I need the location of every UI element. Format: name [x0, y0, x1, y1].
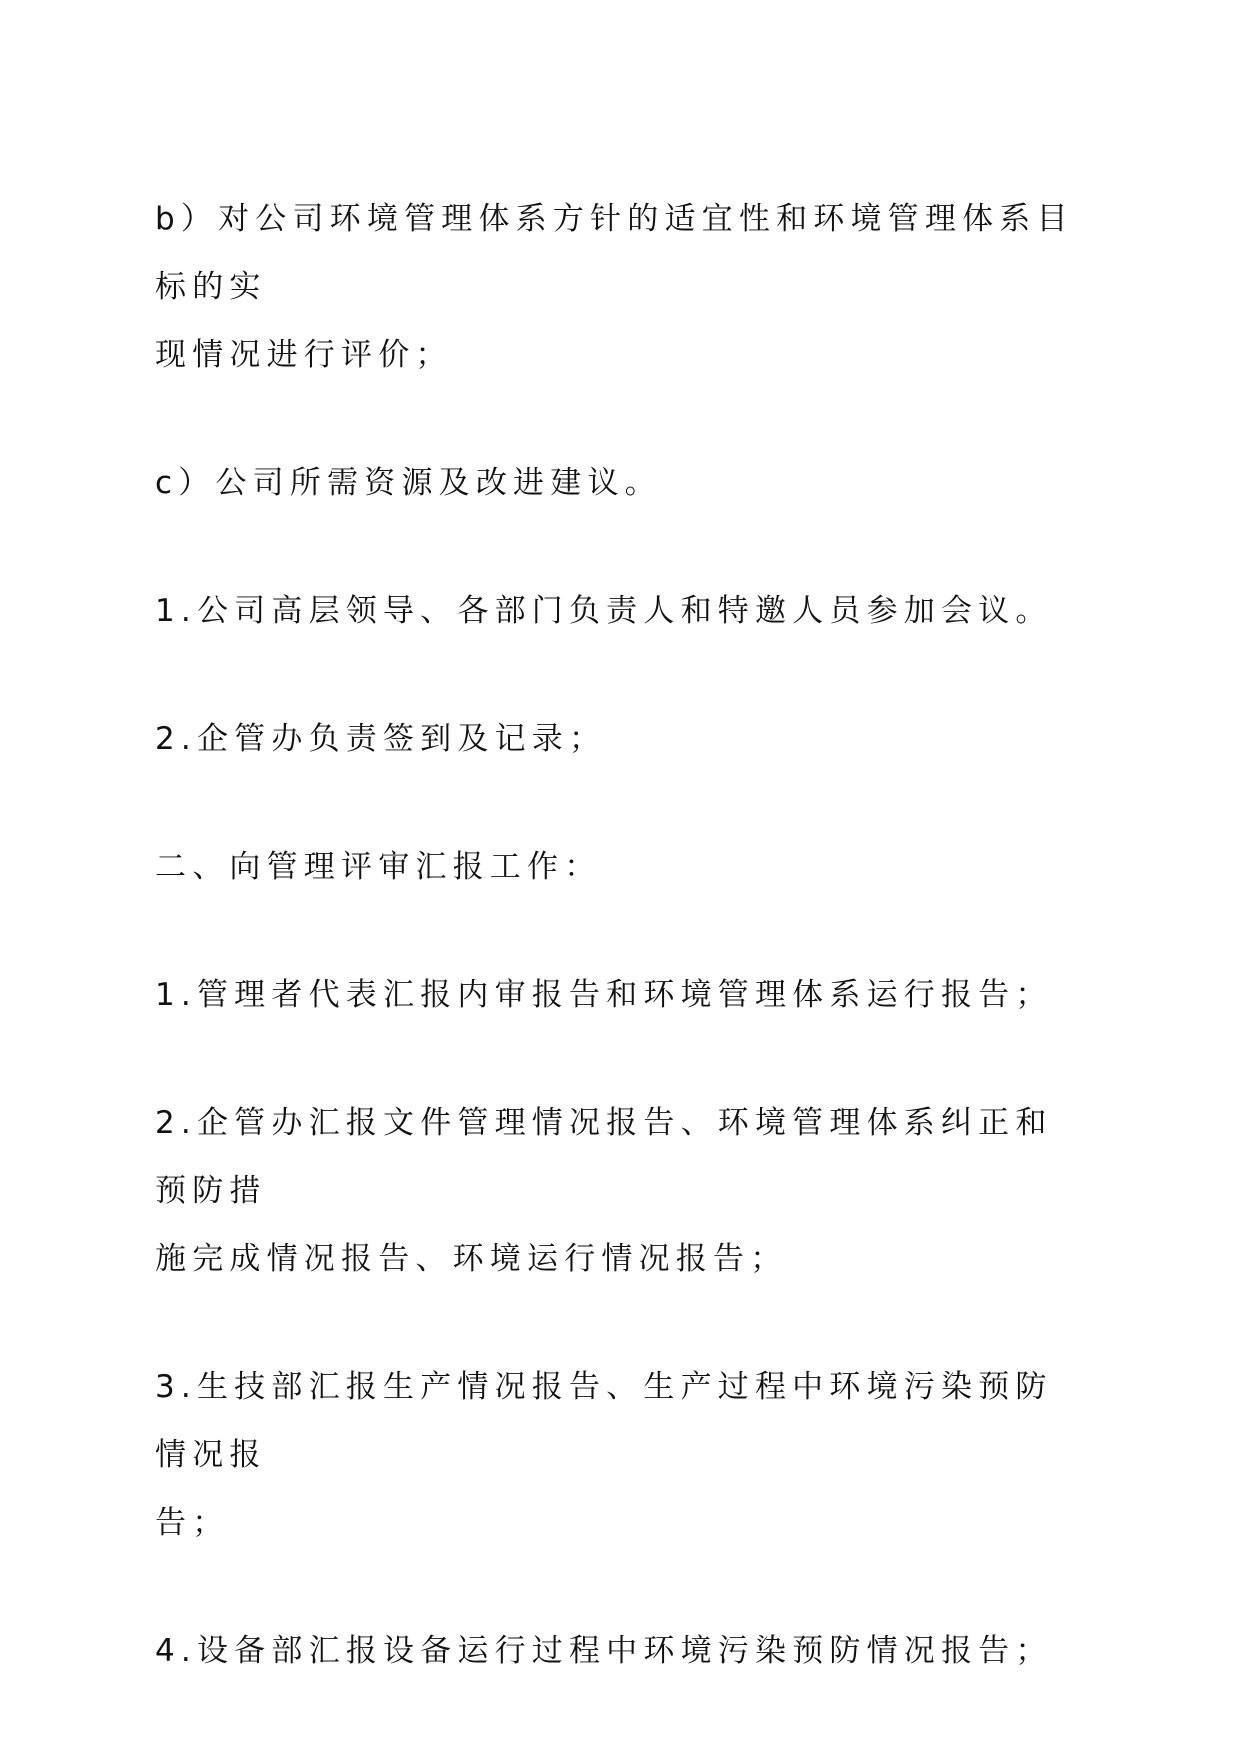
section-heading-2: [155, 833, 1085, 901]
paragraph-line: 2.企管办负责签到及记录；: [155, 721, 607, 757]
paragraph-line: 施完成情况报告、环境运行情况报告；: [155, 1241, 788, 1277]
paragraph-line: 1.公司高层领导、各部门负责人和特邀人员参加会议。: [155, 593, 1053, 629]
paragraph-item-3-report: [155, 1353, 1085, 1557]
document-body: [155, 185, 1085, 1745]
paragraph-line: 现情况进行评价；: [155, 337, 453, 373]
paragraph-line: 1.管理者代表汇报内审报告和环境管理体系运行报告；: [155, 977, 1053, 1013]
paragraph-c: [155, 449, 1085, 517]
paragraph-line: 告；: [155, 1505, 230, 1541]
paragraph-item-2-report: [155, 1089, 1085, 1293]
paragraph-item-1-report: [155, 961, 1085, 1029]
paragraph-item-1-attendees: [155, 577, 1085, 645]
paragraph-line: b）对公司环境管理体系方针的适宜性和环境管理体系目标的实: [155, 201, 1074, 305]
paragraph-line: 2.企管办汇报文件管理情况报告、环境管理体系纠正和预防措: [155, 1105, 1053, 1209]
paragraph-line: 4.设备部汇报设备运行过程中环境污染预防情况报告；: [155, 1633, 1053, 1669]
paragraph-item-4-report: [155, 1617, 1085, 1685]
paragraph-line: c）公司所需资源及改进建议。: [155, 465, 662, 501]
paragraph-line: 3.生技部汇报生产情况报告、生产过程中环境污染预防情况报: [155, 1369, 1053, 1473]
paragraph-b: [155, 185, 1085, 389]
paragraph-line: 二、向管理评审汇报工作：: [155, 849, 602, 885]
paragraph-item-2-signin: [155, 705, 1085, 773]
